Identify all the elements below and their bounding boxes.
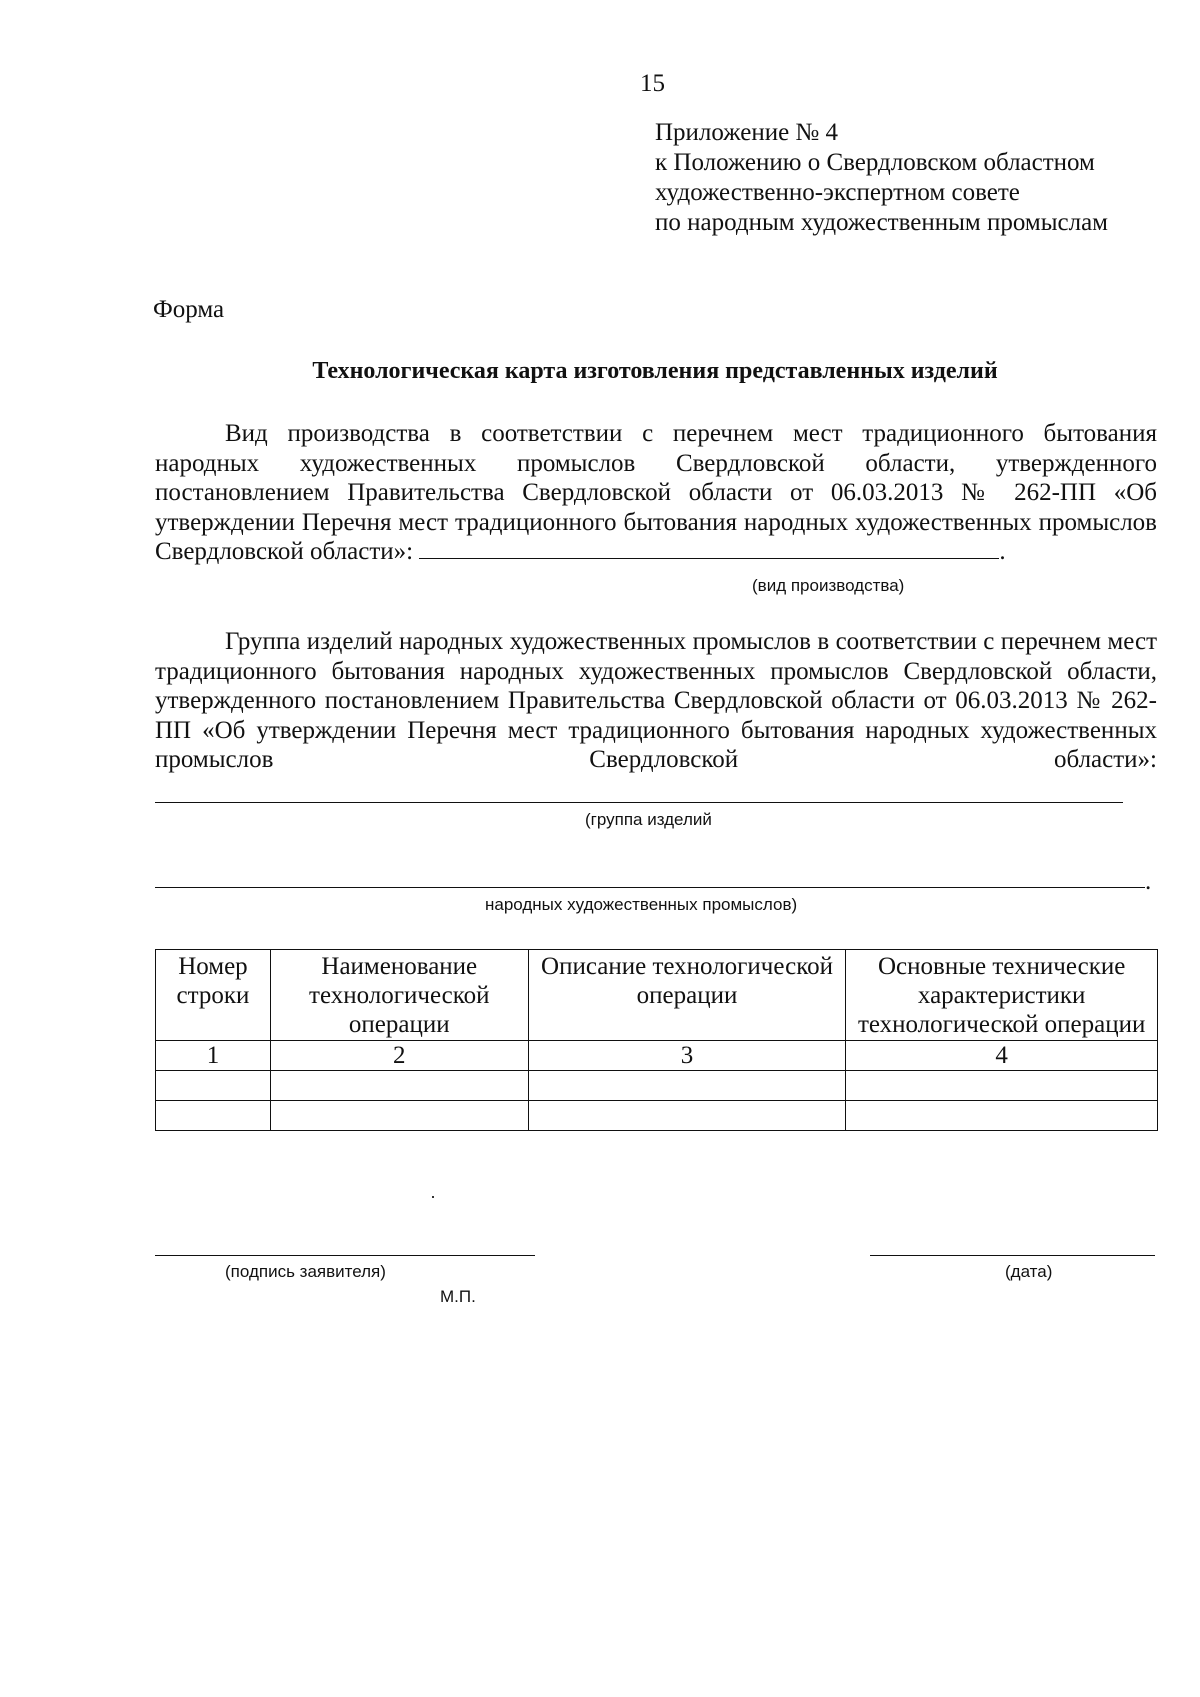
product-group-blank-1[interactable] xyxy=(155,802,1123,803)
signature-caption: (подпись заявителя) xyxy=(225,1262,386,1281)
product-group-paragraph xyxy=(155,627,1157,775)
scan-speck xyxy=(432,1196,434,1198)
operations-table xyxy=(155,949,1158,1131)
product-group-blank-2[interactable] xyxy=(155,887,1145,888)
form-label: Форма xyxy=(153,296,225,323)
table-row xyxy=(156,1101,1158,1131)
appendix-line-4: по народным художественным промыслам xyxy=(655,209,1108,236)
table-cell[interactable] xyxy=(846,1101,1158,1131)
date-line[interactable] xyxy=(870,1255,1155,1256)
column-number-4: 4 xyxy=(846,1041,1158,1071)
page-number: 15 xyxy=(640,70,665,97)
header-row-number: Номер строки xyxy=(156,950,271,1041)
table-cell[interactable] xyxy=(528,1071,846,1101)
column-number-3: 3 xyxy=(528,1041,846,1071)
product-group-caption-1: (группа изделий xyxy=(585,810,712,829)
header-operation-description: Описание технологической операции xyxy=(528,950,846,1041)
header-operation-name: Наименование технологической операции xyxy=(270,950,528,1041)
appendix-header xyxy=(655,118,1108,238)
table-cell[interactable] xyxy=(528,1101,846,1131)
production-type-caption: (вид производства) xyxy=(752,576,905,595)
seal-placeholder: М.П. xyxy=(440,1287,476,1306)
product-group-end: . xyxy=(1145,868,1152,895)
applicant-signature-line[interactable] xyxy=(155,1255,535,1256)
product-group-text: Группа изделий народных художественных промыслов в соответствии с перечнем мест традиционного бытования народных художественных промыслов Свердловской области, утвержденного постановлением Правительства Свердловской области от 06.03.2013 № 262-ПП «Об утверждении Перечня мест традиционного бытования народных художественных промыслов Свердловской области»: xyxy=(155,628,1157,773)
appendix-line-3: художественно-экспертном совете xyxy=(655,179,1020,206)
production-type-end: . xyxy=(999,538,1006,565)
appendix-line-2: к Положению о Свердловском областном xyxy=(655,149,1095,176)
table-cell[interactable] xyxy=(270,1101,528,1131)
production-type-paragraph xyxy=(155,419,1157,567)
product-group-caption-2: народных художественных промыслов) xyxy=(485,895,798,914)
header-technical-characteristics: Основные технические характеристики технологической операции xyxy=(846,950,1158,1041)
column-number-1: 1 xyxy=(156,1041,271,1071)
table-cell[interactable] xyxy=(270,1071,528,1101)
table-header-row xyxy=(156,950,1158,1041)
table-cell[interactable] xyxy=(846,1071,1158,1101)
table-row xyxy=(156,1071,1158,1101)
document-title: Технологическая карта изготовления представленных изделий xyxy=(312,358,998,384)
production-type-text: Вид производства в соответствии с перечнем мест традиционного бытования народных художественных промыслов Свердловской области, утвержденного постановлением Правительства Свердловской области от 06.03.2013 № 262-ПП «Об утверждении Перечня мест традиционного бытования народных художественных промыслов Свердловской области»: xyxy=(155,420,1157,565)
table-numbering-row xyxy=(156,1041,1158,1071)
table-cell[interactable] xyxy=(156,1071,271,1101)
appendix-line-1: Приложение № 4 xyxy=(655,119,839,146)
production-type-blank[interactable] xyxy=(419,540,999,559)
column-number-2: 2 xyxy=(270,1041,528,1071)
table-cell[interactable] xyxy=(156,1101,271,1131)
date-caption: (дата) xyxy=(1005,1262,1053,1281)
